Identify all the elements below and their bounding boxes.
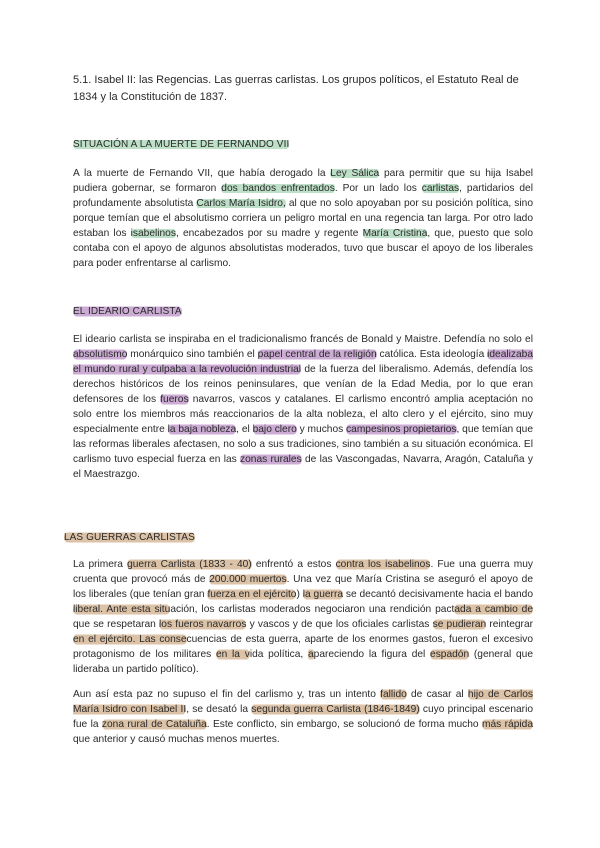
- text-run: para permitir que su hija Isabel pudiera gobernar, se formaron: [73, 168, 534, 194]
- highlighted-text: en el ejército. Las conse: [73, 634, 187, 645]
- section-heading-ideario: EL IDEARIO CARLISTA: [73, 306, 182, 317]
- text-run: monárquico sino también el: [127, 349, 258, 360]
- highlighted-text: fuerza en el ejército: [207, 589, 297, 600]
- text-run: navarros, vascos y catalanes. El carlismo encontró amplia aceptación no solo entre los miembros más reaccionarios de la alta nobleza, el alto clero y el ejército, sino muy especialmente entre: [73, 394, 533, 435]
- highlighted-text: absolutismo: [73, 349, 128, 360]
- highlighted-text: papel central de la religión: [257, 349, 377, 360]
- highlighted-text: se pudieran: [432, 619, 487, 630]
- text-run: y muchos: [296, 424, 347, 435]
- section-heading-guerras: LAS GUERRAS CARLISTAS: [64, 532, 195, 543]
- text-run: . Por un lado los: [334, 183, 422, 194]
- highlighted-text: guerra Carlista (1833 - 40): [127, 559, 252, 570]
- text-run: A la muerte de Fernando VII, que había derogado la: [73, 168, 331, 179]
- text-run: cuyo principal escenario fue la: [73, 704, 533, 730]
- highlighted-text: los fueros navarros: [159, 619, 247, 630]
- text-run: La primera: [73, 559, 128, 570]
- text-run: de casar al: [406, 689, 468, 700]
- highlighted-text: 200.000 muertos: [209, 574, 287, 585]
- text-run: enfrentó a estos: [251, 559, 336, 570]
- text-run: al que no solo apoyaban por su posición política, sino porque temían que el absolutismo corriera un peligro mortal en una regencia tan larga. Por otro lado estaban los: [73, 198, 533, 239]
- highlighted-text: bajo clero: [252, 424, 297, 435]
- document-title: 5.1. Isabel II: las Regencias. Las guerras carlistas. Los grupos políticos, el Estatuto Real de 1834 y la Constitución de 1837.: [73, 74, 519, 103]
- paragraph: [73, 166, 533, 271]
- highlighted-text: en la v: [215, 649, 250, 660]
- text-run: . Fue una guerra muy cruenta que provocó más de: [73, 559, 533, 585]
- highlighted-text: dos bandos enfrentados: [221, 183, 335, 194]
- text-run: de las Vascongadas, Navarra, Aragón, Cataluña y el Maestrazgo.: [73, 454, 533, 480]
- paragraph: [73, 332, 533, 482]
- highlighted-text: Carlos María Isidro,: [196, 198, 286, 209]
- text-run: (general que lideraba un partido político).: [73, 649, 533, 675]
- text-run: de la fuerza del liberalismo. Además, defendía los derechos históricos de los reinos peninsulares, que venían de la Edad Media, por lo que eran defensores de los: [73, 364, 533, 405]
- highlighted-text: fallido: [380, 689, 407, 700]
- text-run: Aun así esta paz no supuso el fin del carlismo y, tras un intento: [73, 689, 381, 700]
- text-run: se decantó decisivamente hacia el bando: [343, 589, 533, 600]
- highlighted-text: la baja nobleza: [167, 424, 237, 435]
- highlighted-text: hijo de Carlos María Isidro con Isabel II: [73, 689, 534, 715]
- text-run: El ideario carlista se inspiraba en el tradicionalismo francés de Bonald y Maistre. Defendía no solo el: [73, 334, 533, 345]
- text-run: que anterior y causó muchas menos muertes.: [73, 734, 280, 745]
- text-run: , encabezados por su madre y regente: [175, 228, 363, 239]
- text-run: , el: [236, 424, 253, 435]
- highlighted-text: a: [308, 649, 314, 660]
- highlighted-text: más rápida: [482, 719, 533, 730]
- text-run: cuencias de esta guerra, aparte de los enormes gastos, fueron el excesivo protagonismo de los militares: [73, 634, 533, 660]
- text-run: y vascos y de que los oficiales carlistas: [246, 619, 433, 630]
- highlighted-text: la guerra: [302, 589, 343, 600]
- text-run: . Este conflicto, sin embargo, se solucionó de forma mucho: [206, 719, 483, 730]
- highlighted-text: zona rural de Cataluña: [101, 719, 207, 730]
- highlighted-text: fueros: [160, 394, 189, 405]
- text-run: , que temían que las reformas liberales afectasen, no solo a sus tradiciones, sino también a su situación económica. El carlismo tuvo especial fuerza en las: [73, 424, 533, 465]
- text-run: ación, los carlistas moderados negociaron una rendición pact: [170, 604, 455, 615]
- highlighted-text: segunda guerra Carlista (1846-1849): [251, 704, 420, 715]
- highlighted-text: idealizaba el mundo rural y culpaba a la revolución industrial: [73, 349, 533, 375]
- highlighted-text: contra los isabelinos: [335, 559, 431, 570]
- highlighted-text: carlistas: [421, 183, 460, 194]
- paragraph: [73, 687, 533, 747]
- highlighted-text: ada a cambio de: [454, 604, 534, 615]
- text-run: . Una vez que María Cristina se aseguró el apoyo de los liberales (que tenían gran: [73, 574, 534, 600]
- text-run: , partidarios del profundamente absolutista: [73, 183, 533, 209]
- text-run: que se respetaran: [73, 619, 160, 630]
- text-run: , se desató la: [186, 704, 252, 715]
- text-run: pareciendo la figura del: [313, 649, 431, 660]
- text-run: , que, puesto que solo contaba con el apoyo de algunos absolutistas moderados, tuvo que buscar el apoyo de los liberales para poder enfrentarse al carlismo.: [73, 228, 533, 269]
- paragraph: [73, 557, 533, 677]
- section-heading-situacion: SITUACIÓN A LA MUERTE DE FERNANDO VII: [73, 139, 290, 150]
- highlighted-text: espadón: [430, 649, 470, 660]
- highlighted-text: campesinos propietarios: [346, 424, 457, 435]
- highlighted-text: liberal. Ante esta situ: [73, 604, 171, 615]
- highlighted-text: zonas rurales: [240, 454, 302, 465]
- highlighted-text: Ley Sálica: [330, 168, 380, 179]
- text-run: reintegrar: [486, 619, 533, 630]
- text-run: católica. Esta ideología: [376, 349, 488, 360]
- text-run: ): [296, 589, 303, 600]
- text-run: ida política,: [249, 649, 308, 660]
- highlighted-text: isabelinos: [130, 228, 176, 239]
- highlighted-text: María Cristina: [362, 228, 428, 239]
